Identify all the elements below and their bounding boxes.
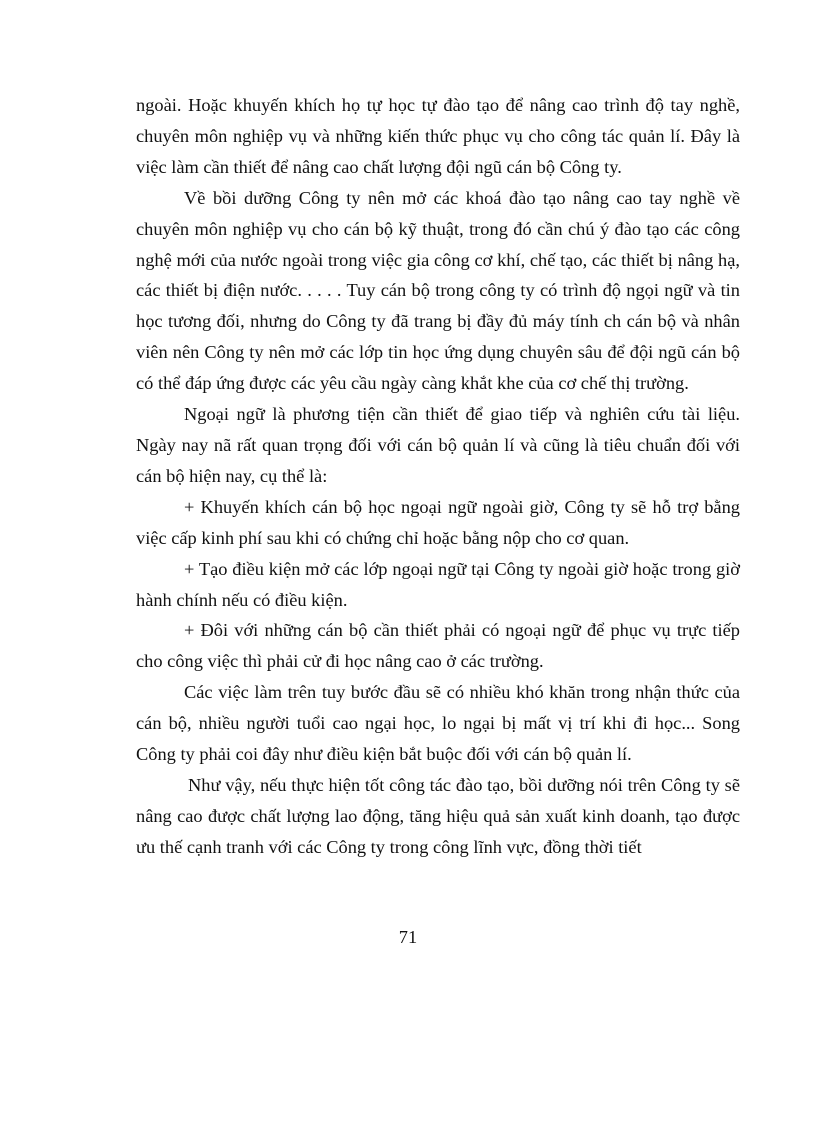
page-number: 71: [398, 927, 418, 947]
bullet-item-3: + Đôi với những cán bộ cần thiết phải có ngoại ngữ để phục vụ trực tiếp cho công việc thì phải cử đi học nâng cao ở các trường.: [136, 620, 740, 672]
bullet-item-1: + Khuyến khích cán bộ học ngoại ngữ ngoài giờ, Công ty sẽ hỗ trợ bằng việc cấp kinh phí sau khi có chứng chỉ hoặc bằng nộp cho cơ quan.: [136, 496, 740, 548]
paragraph-5: Như vậy, nếu thực hiện tốt công tác đào tạo, bồi dưỡng nói trên Công ty sẽ nâng cao được chất lượng lao động, tăng hiệu quả sản xuất kinh doanh, tạo được ưu thế cạnh tranh với các Công ty trong công lĩnh vực, đồng thời tiết: [136, 774, 740, 857]
paragraph-3: Ngoại ngữ là phương tiện cần thiết để giao tiếp và nghiên cứu tài liệu. Ngày nay nã rất quan trọng đối với cán bộ quản lí và cũng là tiêu chuẩn đối với cán bộ hiện nay, cụ thể là:: [136, 404, 740, 486]
page-body: [136, 90, 740, 863]
bullet-item-2: + Tạo điều kiện mở các lớp ngoại ngữ tại Công ty ngoài giờ hoặc trong giờ hành chính nếu có điều kiện.: [136, 558, 740, 610]
paragraph-4: Các việc làm trên tuy bước đầu sẽ có nhiều khó khăn trong nhận thức của cán bộ, nhiều người tuổi cao ngại học, lo ngại bị mất vị trí khi đi học... Song Công ty phải coi đây như điều kiện bắt buộc đối với cán bộ quản lí.: [136, 682, 740, 765]
paragraph-2: Về bồi dưỡng Công ty nên mở các khoá đào tạo nâng cao tay nghề về chuyên môn nghiệp vụ cho cán bộ kỹ thuật, trong đó cần chú ý đào tạo các công nghệ mới của nước ngoài trong việc gia công cơ khí, chế tạo, các thiết bị nâng hạ, các thiết bị điện nước. . . . . Tuy cán bộ trong công ty có trình độ ngọi ngữ và tin học tương đối, nhưng do Công ty đã trang bị đầy đủ máy tính ch cán bộ và nhân viên nên Công ty nên mở các lớp tin học ứng dụng chuyên sâu để đội ngũ cán bộ có thể đáp ứng được các yêu cầu ngày càng khắt khe của cơ chế thị trường.: [136, 187, 740, 394]
paragraph-1: ngoài. Hoặc khuyến khích họ tự học tự đào tạo để nâng cao trình độ tay nghề, chuyên môn nghiệp vụ và những kiến thức phục vụ cho công tác quản lí. Đây là việc làm cần thiết để nâng cao chất lượng đội ngũ cán bộ Công ty.: [136, 95, 740, 177]
